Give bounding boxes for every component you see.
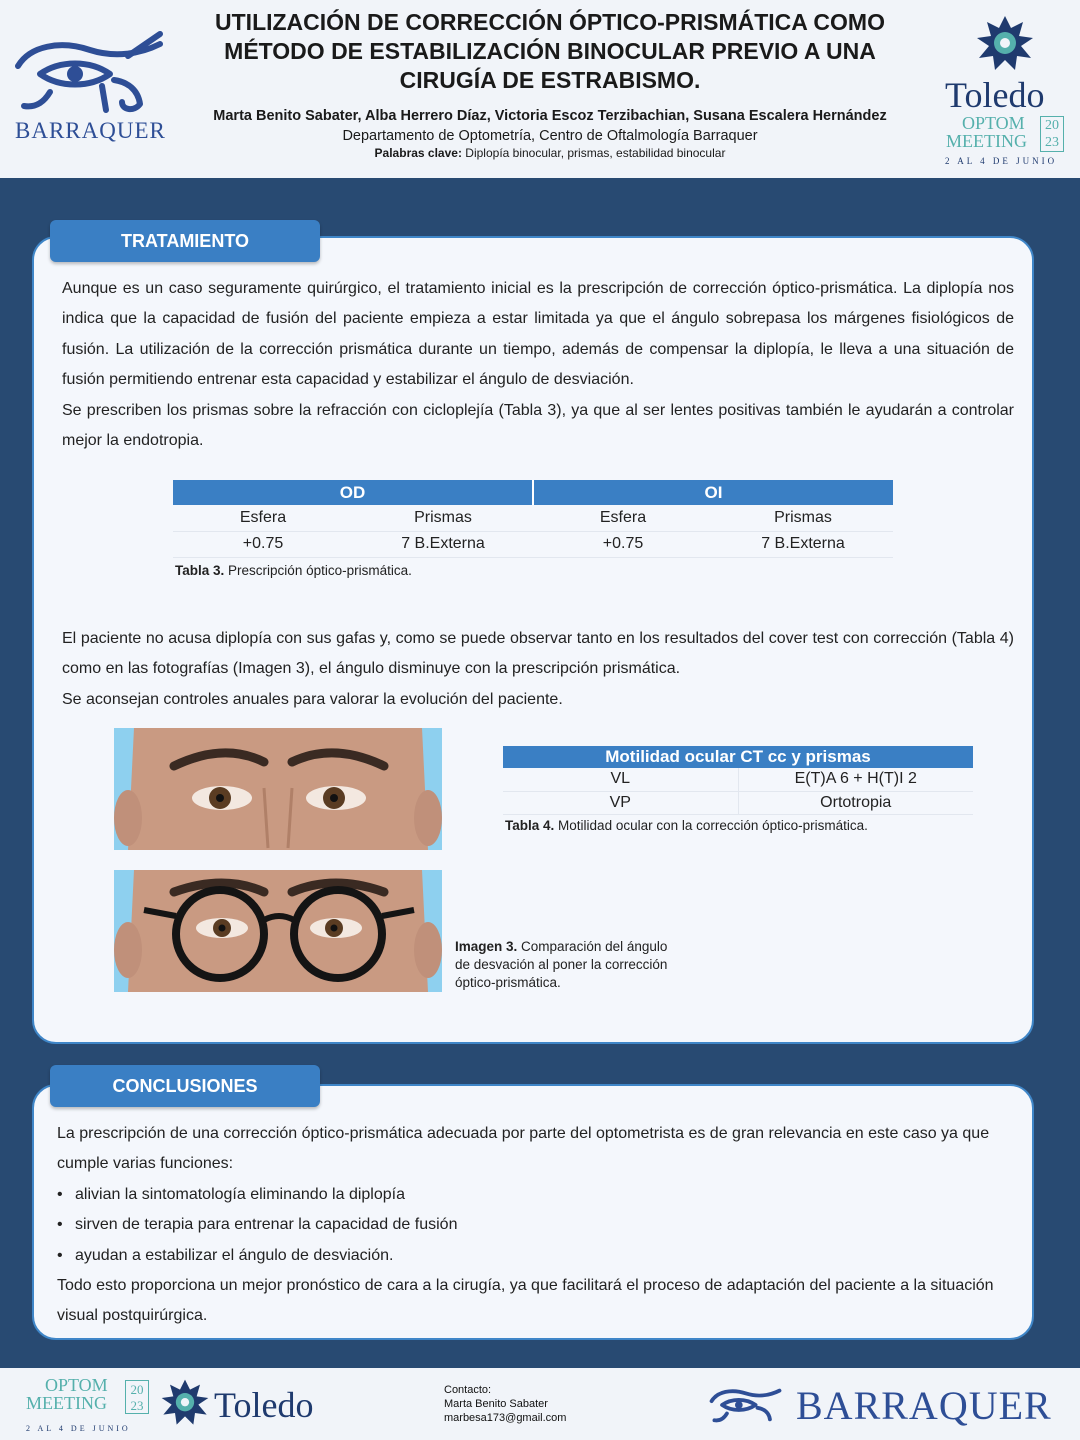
table4-label: VP	[503, 791, 738, 814]
bullet-text: alivian la sintomatología eliminando la diplopía	[75, 1185, 405, 1203]
tratamiento-text-2	[62, 624, 1014, 715]
poster-header	[0, 0, 1080, 178]
footer-toledo-text: Toledo	[214, 1385, 314, 1425]
patient-photo-with-glasses	[114, 870, 442, 992]
table3-cell: +0.75	[533, 531, 713, 557]
table3-col: Prismas	[713, 505, 893, 531]
table3-cell: 7 B.Externa	[713, 531, 893, 557]
table3-caption-label: Tabla 3.	[175, 563, 225, 578]
barraquer-brand-text: BARRAQUER	[15, 118, 166, 143]
conclusiones-closing: Todo esto proporciona un mejor pronóstico de cara a la cirugía, ya que facilitará el proceso de adaptación del paciente a la situación visual postquirúrgica.	[57, 1277, 994, 1325]
table3-col: Esfera	[173, 505, 353, 531]
toledo-optom-meeting-logo	[940, 14, 1070, 169]
face-without-glasses-illustration	[114, 728, 442, 850]
image3-caption	[455, 938, 667, 992]
table4-caption	[505, 818, 868, 833]
tratamiento-paragraph-2: Se prescriben los prismas sobre la refracción con cicloplejía (Tabla 3), ya que al ser lentes positivas también le ayudarán a controlar mejor la endotropia.	[62, 401, 1014, 450]
bullet-text: sirven de terapia para entrenar la capacidad de fusión	[75, 1216, 458, 1234]
footer-barraquer-text: BARRAQUER	[796, 1383, 1052, 1428]
poster-title	[175, 8, 925, 95]
department: Departamento de Optometría, Centro de Oftalmología Barraquer	[342, 128, 758, 144]
table3-col: Prismas	[353, 505, 533, 531]
keywords-label: Palabras clave:	[374, 146, 462, 160]
bullet-icon: •	[57, 1216, 63, 1234]
table4-label: VL	[503, 768, 738, 791]
footer-star-rosette-icon	[160, 1378, 210, 1428]
footer-year-bottom: 23	[130, 1398, 144, 1413]
year-bottom: 23	[1045, 135, 1059, 150]
tratamiento-paragraph-4: Se aconsejan controles anuales para valorar la evolución del paciente.	[62, 690, 563, 708]
optom-text: OPTOM	[962, 113, 1025, 133]
table3-cell: +0.75	[173, 531, 353, 557]
table3-col: Esfera	[533, 505, 713, 531]
image3-caption-line-3: óptico-prismática.	[455, 975, 561, 990]
table-row	[173, 531, 893, 557]
image3-caption-line-1: Comparación del ángulo	[521, 939, 668, 954]
image3-caption-line-2: de desvación al poner la corrección	[455, 957, 668, 972]
conclusiones-text	[57, 1119, 1017, 1332]
keywords-text: Diplopía binocular, prismas, estabilidad binocular	[465, 146, 726, 160]
image3-caption-label: Imagen 3.	[455, 939, 518, 954]
barraquer-logo	[10, 26, 170, 146]
tratamiento-heading: TRATAMIENTO	[50, 220, 320, 262]
footer-meeting-text: MEETING	[26, 1393, 107, 1413]
conclusiones-bullet-list	[57, 1180, 1017, 1271]
bullet-icon: •	[57, 1246, 63, 1264]
toledo-text: Toledo	[945, 75, 1045, 115]
footer-optom-text: OPTOM	[45, 1375, 108, 1395]
table-row	[173, 505, 893, 531]
footer-year-badge	[125, 1380, 149, 1414]
table-3	[173, 480, 893, 558]
contact-email: marbesa173@gmail.com	[444, 1412, 567, 1424]
title-line-1: UTILIZACIÓN DE CORRECCIÓN ÓPTICO-PRISMÁTICA COMO	[215, 9, 885, 35]
keywords	[175, 146, 925, 160]
year-badge	[1040, 116, 1064, 152]
conclusiones-heading: CONCLUSIONES	[50, 1065, 320, 1107]
bullet-text: ayudan a estabilizar el ángulo de desviación.	[75, 1246, 394, 1264]
eye-of-horus-icon	[10, 26, 170, 118]
table-4	[503, 746, 973, 815]
table3-head-oi: OI	[533, 480, 893, 505]
tratamiento-paragraph-1: Aunque es un caso seguramente quirúrgico, el tratamiento inicial es la prescripción de corrección óptico-prismática. La diplopía nos indica que la capacidad de fusión del paciente empieza a estar limitada ya que el ángulo sobrepasa los márgenes fisiológicos de fusión. La utilización de la corrección prismática durante un tiempo, además de compensar la diplopía, le lleva a una situación de fusión permitiendo entrenar esta capacidad y estabilizar el ángulo de desviación.	[62, 280, 1014, 389]
table4-value: E(T)A 6 + H(T)I 2	[738, 768, 973, 791]
table3-caption-text: Prescripción óptico-prismática.	[228, 563, 412, 578]
tratamiento-paragraph-3: El paciente no acusa diplopía con sus gafas y, como se puede observar tanto en los resultados del cover test con corrección (Tabla 4) como en las fotografías (Imagen 3), el ángulo disminuye con la prescripción prismática.	[62, 630, 1014, 678]
list-item	[57, 1180, 1017, 1210]
footer-eye-of-horus-icon	[706, 1382, 786, 1426]
tratamiento-text	[62, 274, 1014, 456]
event-dates: 2 AL 4 DE JUNIO	[945, 156, 1058, 166]
contact-name: Marta Benito Sabater	[444, 1398, 548, 1410]
patient-photo-without-glasses	[114, 728, 442, 850]
table4-heading: Motilidad ocular CT cc y prismas	[503, 746, 973, 768]
table3-head-od: OD	[173, 480, 533, 505]
conclusiones-intro: La prescripción de una corrección óptico-prismática adecuada por parte del optometrista es de gran relevancia en este caso ya que cumple varias funciones:	[57, 1125, 990, 1173]
contact-info	[444, 1383, 566, 1425]
footer-event-dates: 2 AL 4 DE JUNIO	[26, 1424, 131, 1433]
year-top: 20	[1045, 118, 1059, 133]
table3-caption	[175, 563, 412, 578]
meeting-text: MEETING	[946, 131, 1027, 151]
list-item	[57, 1241, 1017, 1271]
table4-caption-text: Motilidad ocular con la corrección óptico-prismática.	[558, 818, 868, 833]
table4-value: Ortotropia	[738, 791, 973, 814]
face-with-glasses-illustration	[114, 870, 442, 992]
table-row	[503, 791, 973, 814]
authors: Marta Benito Sabater, Alba Herrero Díaz, Victoria Escoz Terzibachian, Susana Escalera Hernández	[213, 108, 887, 124]
title-line-2: MÉTODO DE ESTABILIZACIÓN BINOCULAR PREVIO A UNA	[224, 38, 876, 64]
table4-caption-label: Tabla 4.	[505, 818, 555, 833]
bullet-icon: •	[57, 1185, 63, 1203]
table-row	[503, 768, 973, 791]
table3-cell: 7 B.Externa	[353, 531, 533, 557]
contact-label: Contacto:	[444, 1384, 492, 1396]
footer-year-top: 20	[130, 1382, 144, 1397]
star-rosette-icon	[975, 14, 1035, 74]
list-item	[57, 1210, 1017, 1240]
title-line-3: CIRUGÍA DE ESTRABISMO.	[399, 67, 701, 93]
